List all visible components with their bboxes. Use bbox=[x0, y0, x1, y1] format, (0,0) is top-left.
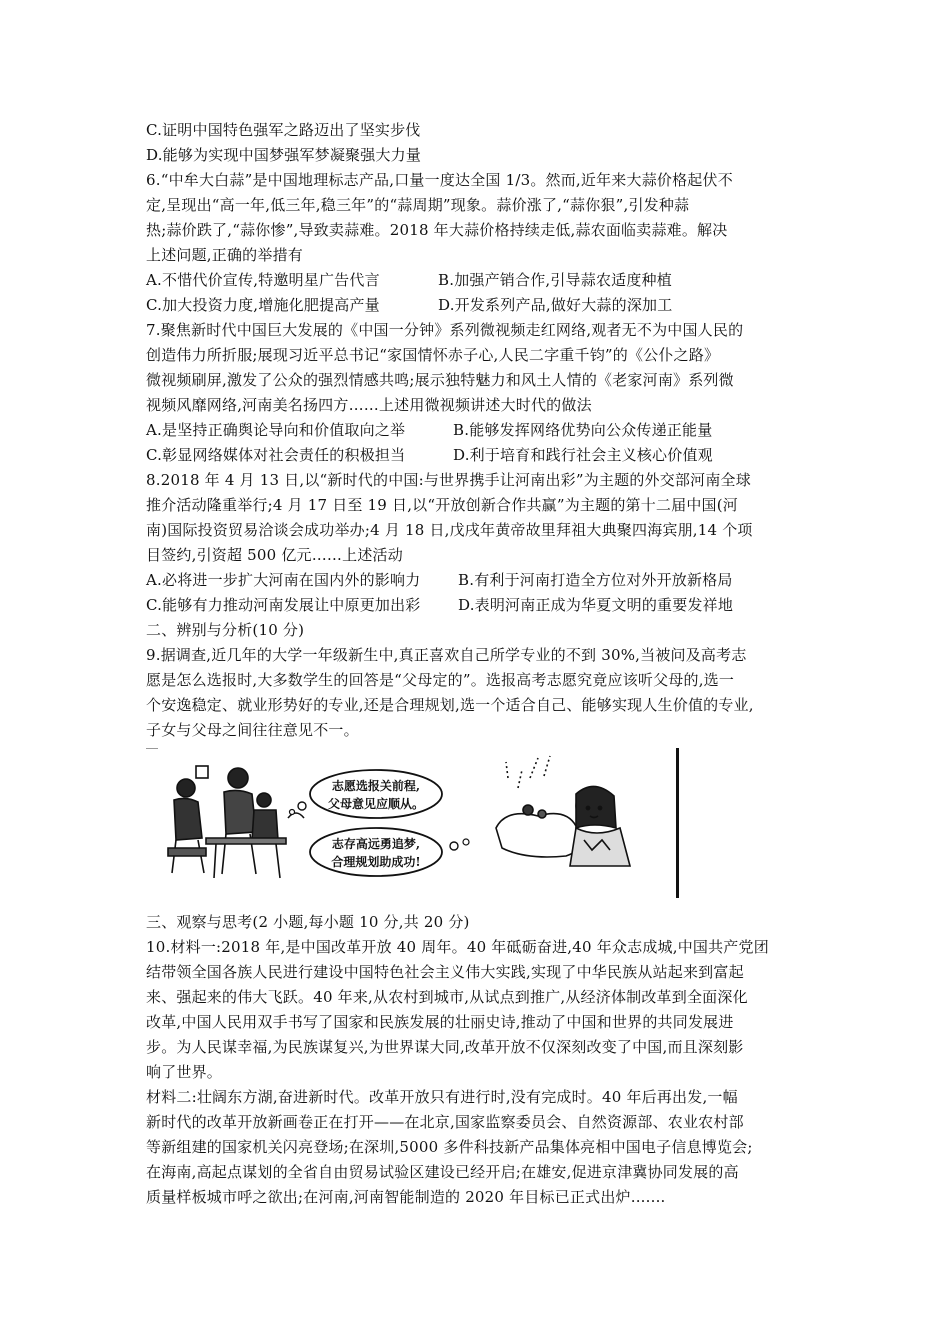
bubble-2-line-1: 志存高远勇追梦, bbox=[331, 837, 421, 851]
q7-stem-line: 视频风靡网络,河南美名扬四方……上述用微视频讲述大时代的做法 bbox=[146, 396, 592, 414]
q9-stem-line: 9.据调查,近几年的大学一年级新生中,真正喜欢自己所学专业的不到 30%,当被问及高考志 bbox=[146, 646, 747, 664]
q7-option-b: B.能够发挥网络优势向公众传递正能量 bbox=[453, 421, 713, 439]
q7-options-row-1 bbox=[146, 420, 713, 440]
q9-cartoon bbox=[146, 748, 686, 900]
q6-option-c: C.加大投资力度,增施化肥提高产量 bbox=[146, 296, 380, 314]
q6-options-row-1 bbox=[146, 270, 672, 290]
q5-option-c: C.证明中国特色强军之路迈出了坚实步伐 bbox=[146, 121, 421, 139]
q10-material-1-line: 步。为人民谋幸福,为民族谋复兴,为世界谋大同,改革开放不仅深刻改变了中国,而且深刻影 bbox=[146, 1038, 744, 1056]
q8-stem-line: 南)国际投资贸易洽谈会成功举办;4 月 18 日,戊戌年黄帝故里拜祖大典聚四海宾朋,14 个项 bbox=[146, 521, 753, 539]
q6-option-b: B.加强产销合作,引导蒜农适度种植 bbox=[438, 271, 672, 289]
q7-stem-line: 创造伟力所折服;展现习近平总书记“家国情怀赤子心,人民二字重千钧”的《公仆之路》 bbox=[146, 346, 720, 364]
section-2-title: 二、辨别与分析(10 分) bbox=[146, 621, 305, 639]
q10-material-1-line: 改革,中国人民用双手书写了国家和民族发展的壮丽史诗,推动了中国和世界的共同发展进 bbox=[146, 1013, 734, 1031]
q7-stem-line: 微视频刷屏,激发了公众的强烈情感共鸣;展示独特魅力和风土人情的《老家河南》系列微 bbox=[146, 371, 734, 389]
q6-options-row-2 bbox=[146, 295, 673, 315]
q7-option-c: C.彰显网络媒体对社会责任的积极担当 bbox=[146, 446, 406, 464]
q6-stem-line: 6.“中牟大白蒜”是中国地理标志产品,口量一度达全国 1/3。然而,近年来大蒜价格起伏不 bbox=[146, 171, 733, 189]
q10-material-2-line: 材料二:壮阔东方湖,奋进新时代。改革开放只有进行时,没有完成时。40 年后再出发,一幅 bbox=[146, 1088, 738, 1106]
q9-stem-line: 子女与父母之间往往意见不一。 bbox=[146, 721, 359, 739]
q10-material-1-line: 来、强起来的伟大飞跃。40 年来,从农村到城市,从试点到推广,从经济体制改革到全面深化 bbox=[146, 988, 748, 1006]
bubble-1-line-2: 父母意见应顺从。 bbox=[327, 797, 425, 811]
q8-option-c: C.能够有力推动河南发展让中原更加出彩 bbox=[146, 596, 421, 614]
q5-option-d: D.能够为实现中国梦强军梦凝聚强大力量 bbox=[146, 146, 422, 164]
q8-option-b: B.有利于河南打造全方位对外开放新格局 bbox=[458, 571, 733, 589]
q8-option-d: D.表明河南正成为华夏文明的重要发祥地 bbox=[458, 596, 734, 614]
bubble-1-line-1: 志愿选报关前程, bbox=[331, 779, 421, 793]
q10-material-1-line: 结带领全国各族人民进行建设中国特色社会主义伟大实践,实现了中华民族从站起来到富起 bbox=[146, 963, 744, 981]
q6-option-a: A.不惜代价宣传,特邀明星广告代言 bbox=[146, 271, 380, 289]
q8-stem-line: 推介活动隆重举行;4 月 17 日至 19 日,以“开放创新合作共赢”为主题的第十二届中国(河 bbox=[146, 496, 738, 514]
q8-option-a: A.必将进一步扩大河南在国内外的影响力 bbox=[146, 571, 421, 589]
q9-stem-line: 愿是怎么选报时,大多数学生的回答是“父母定的”。选报高考志愿究竟应该听父母的,选一 bbox=[146, 671, 735, 689]
figure-vertical-rule bbox=[676, 748, 679, 898]
q7-options-row-2 bbox=[146, 445, 713, 465]
q10-material-2-line: 新时代的改革开放新画卷正在打开——在北京,国家监察委员会、自然资源部、农业农村部 bbox=[146, 1113, 744, 1131]
q8-stem-line: 8.2018 年 4 月 13 日,以“新时代的中国:与世界携手让河南出彩”为主题的外交部河南全球 bbox=[146, 471, 751, 489]
q6-stem-line: 定,呈现出“高一年,低三年,稳三年”的“蒜周期”现象。蒜价涨了,“蒜你狠”,引发种蒜 bbox=[146, 196, 690, 214]
q6-option-d: D.开发系列产品,做好大蒜的深加工 bbox=[438, 296, 673, 314]
q9-stem-line: 个安逸稳定、就业形势好的专业,还是合理规划,选一个适合自己、能够实现人生价值的专业, bbox=[146, 696, 754, 714]
parents-illustration bbox=[168, 766, 304, 878]
girl-illustration bbox=[496, 756, 630, 866]
q10-material-1-line: 响了世界。 bbox=[146, 1063, 223, 1081]
q6-stem-line: 热;蒜价跌了,“蒜你惨”,导致卖蒜难。2018 年大蒜价格持续走低,蒜农面临卖蒜难。解决 bbox=[146, 221, 728, 239]
q6-stem-line: 上述问题,正确的举措有 bbox=[146, 246, 303, 264]
q7-option-d: D.利于培育和践行社会主义核心价值观 bbox=[453, 446, 713, 464]
q10-material-2-line: 在海南,高起点谋划的全省自由贸易试验区建设已经开启;在雄安,促进京津冀协同发展的高 bbox=[146, 1163, 739, 1181]
q7-option-a: A.是坚持正确舆论导向和价值取向之举 bbox=[146, 421, 406, 439]
speech-bubble-2 bbox=[310, 828, 469, 876]
bubble-2-line-2: 合理规划助成功! bbox=[331, 855, 421, 869]
q8-options-row-2 bbox=[146, 595, 734, 615]
q10-material-2-line: 等新组建的国家机关闪亮登场;在深圳,5000 多件科技新产品集体亮相中国电子信息博览会; bbox=[146, 1138, 753, 1156]
speech-bubble-1 bbox=[290, 770, 443, 818]
q8-stem-line: 目签约,引资超 500 亿元……上述活动 bbox=[146, 546, 403, 564]
q10-material-1-line: 10.材料一:2018 年,是中国改革开放 40 周年。40 年砥砺奋进,40 年众志成城,中国共产党团 bbox=[146, 938, 769, 956]
section-3-title: 三、观察与思考(2 小题,每小题 10 分,共 20 分) bbox=[146, 913, 470, 931]
q7-stem-line: 7.聚焦新时代中国巨大发展的《中国一分钟》系列微视频走红网络,观者无不为中国人民的 bbox=[146, 321, 744, 339]
q8-options-row-1 bbox=[146, 570, 733, 590]
q10-material-2-line: 质量样板城市呼之欲出;在河南,河南智能制造的 2020 年目标已正式出炉....... bbox=[146, 1188, 666, 1206]
